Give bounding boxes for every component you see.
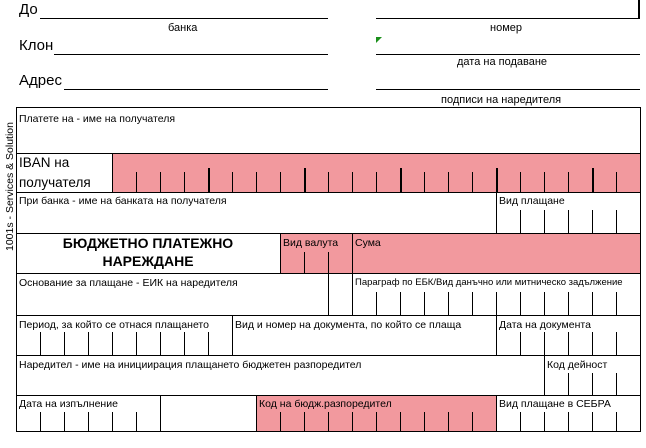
cell-tick <box>448 412 449 431</box>
cell-tick <box>160 172 161 192</box>
basis-label: Основание за плащане - ЕИК на наредителя <box>19 277 238 289</box>
cell-tick <box>256 172 257 192</box>
basis-cell-divider <box>328 273 329 315</box>
cell-tick <box>520 412 521 431</box>
amount-divider <box>352 233 353 273</box>
cell-tick <box>88 412 89 431</box>
cell-tick <box>208 332 209 355</box>
cell-tick <box>592 168 594 192</box>
cell-tick <box>568 373 569 395</box>
cell-tick <box>592 412 593 431</box>
cell-tick <box>184 332 185 355</box>
row-divider <box>16 395 641 396</box>
sebra-divider <box>496 395 497 431</box>
cell-tick <box>64 412 65 431</box>
cell-tick <box>568 210 569 233</box>
cell-tick <box>328 412 329 431</box>
cell-tick <box>544 332 545 355</box>
cell-tick <box>304 252 305 273</box>
row-divider <box>16 153 641 154</box>
budget-code-divider <box>256 395 257 431</box>
doc-type-number-label: Вид и номер на документа, по който се плаща <box>235 319 462 331</box>
filing-date-line[interactable] <box>376 54 640 55</box>
cell-tick <box>160 332 161 355</box>
bank-caption: банка <box>168 22 198 34</box>
cell-tick <box>208 168 210 192</box>
address-line[interactable] <box>64 89 328 90</box>
cell-tick <box>472 172 473 192</box>
cell-tick <box>376 292 377 315</box>
cell-tick <box>616 332 617 355</box>
cell-tick <box>544 210 545 233</box>
paragraph-divider <box>352 273 353 315</box>
row-divider <box>16 315 641 316</box>
execution-date-label: Дата на изпълнение <box>19 398 118 410</box>
cell-tick <box>64 332 65 355</box>
paragraph-label: Параграф по ЕБК/Вид данъчно или митническо задължение <box>355 277 623 288</box>
branch-label: Клон <box>19 37 54 54</box>
cell-tick <box>88 332 89 355</box>
row-divider <box>16 192 641 193</box>
cell-tick <box>328 172 329 192</box>
doc-type-divider <box>232 315 233 355</box>
currency-label: Вид валута <box>283 237 339 249</box>
signature-line[interactable] <box>376 89 640 90</box>
payment-type-label: Вид плащане <box>499 195 565 207</box>
bank-label: При банка - име на банката на получателя <box>19 195 227 207</box>
cell-tick <box>520 172 521 192</box>
cell-tick <box>424 172 425 192</box>
cell-tick <box>40 332 41 355</box>
signatures-caption: подписи на наредителя <box>441 94 562 106</box>
number-caption: номер <box>490 22 522 34</box>
form-title-line2: НАРЕЖДАНЕ <box>102 253 194 269</box>
cell-tick <box>448 292 449 315</box>
cell-tick <box>568 412 569 431</box>
form-title <box>17 234 279 270</box>
corner-mark-icon <box>376 37 382 43</box>
payment-type-divider <box>496 192 497 233</box>
number-line[interactable] <box>376 18 640 19</box>
cell-tick <box>544 172 545 192</box>
cell-tick <box>304 168 306 192</box>
form-title-line1: БЮДЖЕТНО ПЛАТЕЖНО <box>62 235 234 251</box>
period-label: Период, за който се отнася плащането <box>19 319 209 331</box>
cell-tick <box>496 292 497 315</box>
cell-tick <box>424 412 425 431</box>
cell-tick <box>40 412 41 431</box>
cell-tick <box>592 332 593 355</box>
cell-tick <box>616 373 617 395</box>
cell-tick <box>520 332 521 355</box>
execution-date-divider <box>160 395 161 431</box>
cell-tick <box>592 210 593 233</box>
form-border-bottom <box>16 431 641 432</box>
cell-tick <box>616 412 617 431</box>
cell-tick <box>424 292 425 315</box>
cell-tick <box>352 172 353 192</box>
cell-tick <box>304 412 305 431</box>
cell-tick <box>472 292 473 315</box>
cell-tick <box>136 172 137 192</box>
doc-date-divider <box>496 315 497 355</box>
address-label: Адрес <box>19 72 62 89</box>
cell-tick <box>592 373 593 395</box>
pay-to-label: Платете на - име на получателя <box>19 113 176 125</box>
cell-tick <box>544 292 545 315</box>
currency-divider <box>280 233 281 273</box>
iban-label-divider <box>112 153 113 192</box>
cell-tick <box>400 168 402 192</box>
cell-tick <box>328 252 329 273</box>
cell-tick <box>616 292 617 315</box>
to-line[interactable] <box>40 18 328 19</box>
iban-label-line1: IBAN на <box>19 155 70 170</box>
cell-tick <box>184 172 185 192</box>
cell-tick <box>520 210 521 233</box>
cell-tick <box>496 168 498 192</box>
sebra-payment-type-label: Вид плащане в СЕБРА <box>499 398 611 410</box>
cell-tick <box>352 412 353 431</box>
cell-tick <box>592 292 593 315</box>
cell-tick <box>136 332 137 355</box>
corner-bar <box>638 0 640 19</box>
cell-tick <box>400 292 401 315</box>
cell-tick <box>376 172 377 192</box>
action-code-divider <box>544 355 545 395</box>
filing-date-caption: дата на подаване <box>457 56 548 68</box>
cell-tick <box>280 412 281 431</box>
cell-tick <box>472 412 473 431</box>
cell-tick <box>280 172 281 192</box>
cell-tick <box>112 412 113 431</box>
action-code-label: Код дейност <box>547 359 608 371</box>
form-border-right <box>640 107 641 432</box>
orderer-label: Наредител - име на инициирация плащането бюджетен разпоредител <box>19 359 362 371</box>
cell-tick <box>232 172 233 192</box>
cell-tick <box>616 210 617 233</box>
cell-tick <box>568 292 569 315</box>
cell-tick <box>616 172 617 192</box>
branch-line[interactable] <box>54 54 328 55</box>
cell-tick <box>544 412 545 431</box>
iban-label-line2: получателя <box>19 175 91 190</box>
cell-tick <box>112 332 113 355</box>
doc-date-label: Дата на документа <box>499 319 591 331</box>
cell-tick <box>376 412 377 431</box>
cell-tick <box>136 412 137 431</box>
cell-tick <box>400 412 401 431</box>
budget-code-label: Код на бюдж.разпоредител <box>259 398 392 410</box>
cell-tick <box>568 172 569 192</box>
amount-label: Сума <box>355 237 381 249</box>
form-border-top <box>16 107 641 108</box>
cell-tick <box>568 332 569 355</box>
to-label: До <box>19 1 38 18</box>
row-divider <box>16 355 641 356</box>
cell-tick <box>448 172 449 192</box>
brand-vertical-text: 1001s - Services & Solution <box>4 122 16 251</box>
cell-tick <box>520 292 521 315</box>
